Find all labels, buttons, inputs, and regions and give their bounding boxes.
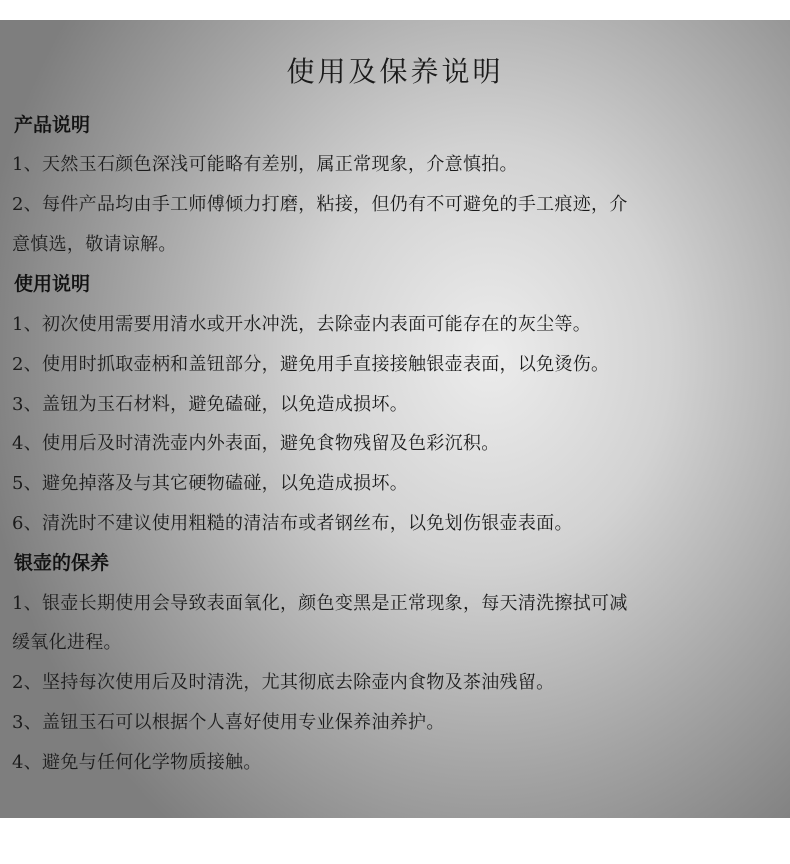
text-line: 缓氧化进程。 <box>12 632 122 653</box>
section-heading-product: 产品说明 <box>14 114 91 136</box>
text-line: 2、坚持每次使用后及时清洗，尤其彻底去除壶内食物及茶油残留。 <box>12 672 555 693</box>
text-line: 3、盖钮玉石可以根据个人喜好使用专业保养油养护。 <box>12 712 445 733</box>
text-line: 4、使用后及时清洗壶内外表面，避免食物残留及色彩沉积。 <box>12 433 500 454</box>
section-heading-care: 银壶的保养 <box>14 552 110 574</box>
text-line: 4、避免与任何化学物质接触。 <box>12 752 262 773</box>
page-title: 使用及保养说明 <box>286 55 504 88</box>
text-line: 6、清洗时不建议使用粗糙的清洁布或者钢丝布，以免划伤银壶表面。 <box>12 513 573 534</box>
text-line: 2、使用时抓取壶柄和盖钮部分，避免用手直接接触银壶表面，以免烫伤。 <box>12 354 610 375</box>
text-line: 1、初次使用需要用清水或开水冲洗，去除壶内表面可能存在的灰尘等。 <box>12 314 592 335</box>
text-line: 1、天然玉石颜色深浅可能略有差别，属正常现象，介意慎拍。 <box>12 154 518 175</box>
instruction-panel <box>0 20 790 818</box>
text-line: 3、盖钮为玉石材料，避免磕碰，以免造成损坏。 <box>12 394 409 415</box>
text-line: 1、银壶长期使用会导致表面氧化，颜色变黑是正常现象，每天清洗擦拭可减 <box>12 593 628 614</box>
text-line: 2、每件产品均由手工师傅倾力打磨，粘接，但仍有不可避免的手工痕迹，介 <box>12 194 628 215</box>
section-heading-usage: 使用说明 <box>14 273 91 295</box>
text-line: 5、避免掉落及与其它硬物磕碰，以免造成损坏。 <box>12 473 409 494</box>
text-line: 意慎选，敬请谅解。 <box>12 234 177 255</box>
